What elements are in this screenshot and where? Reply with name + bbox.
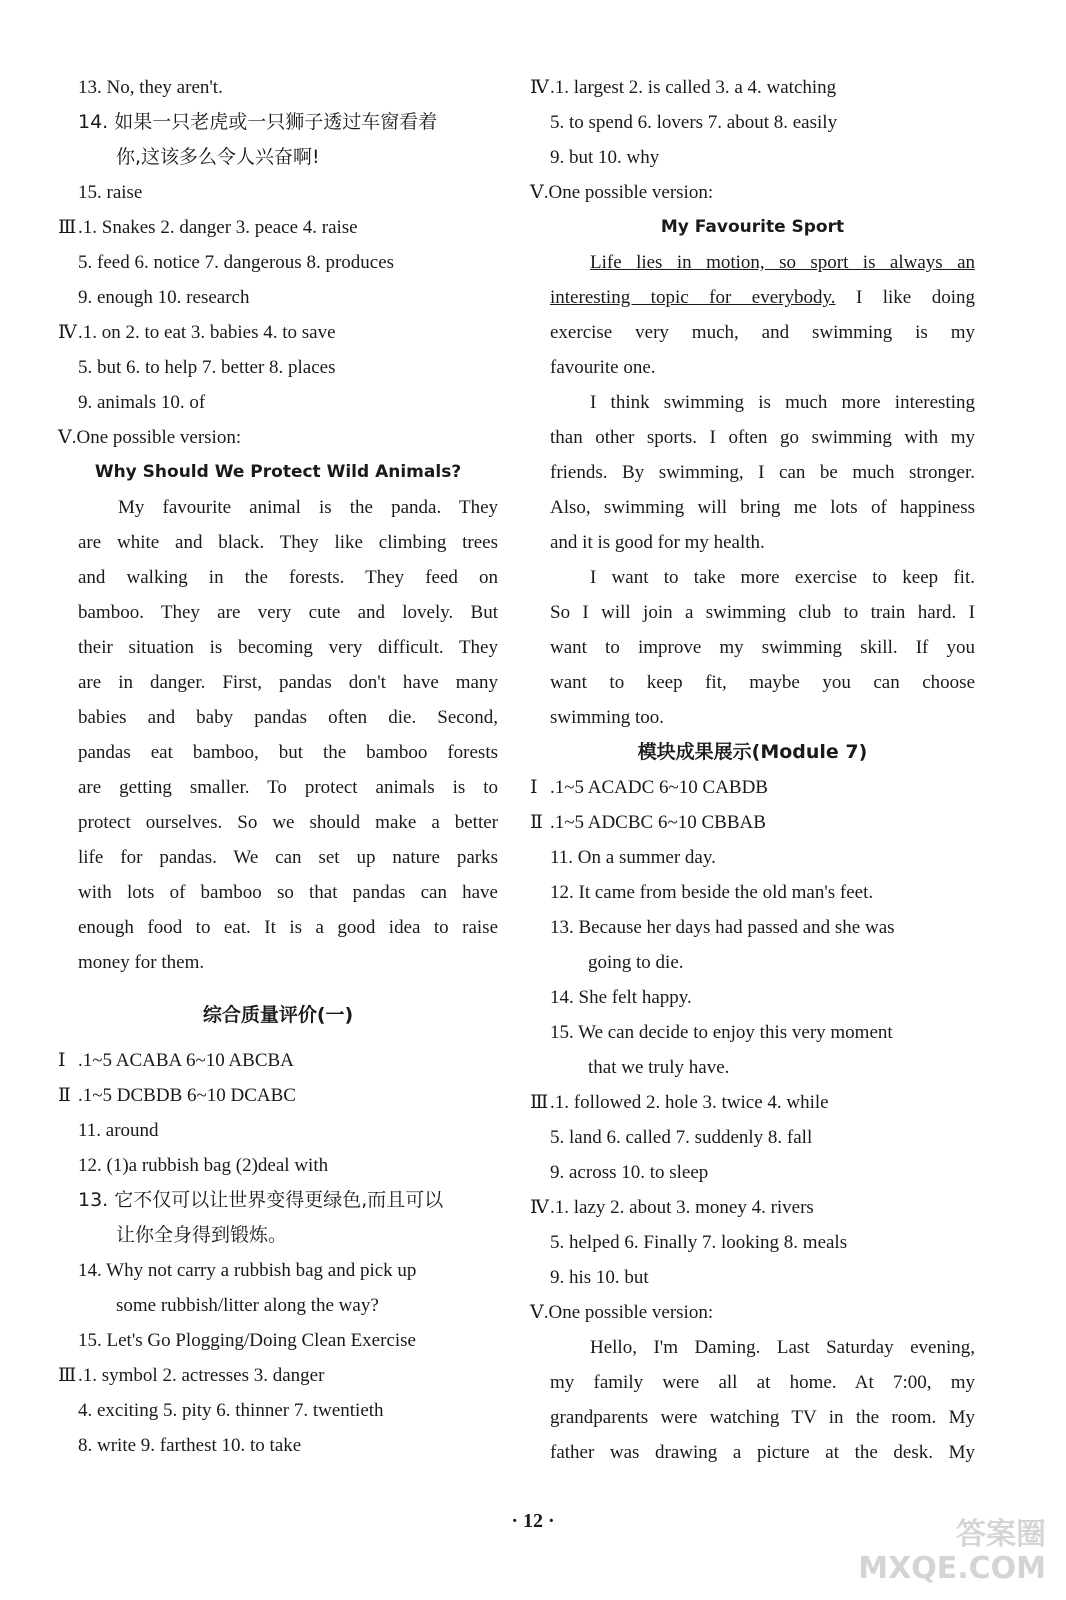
answer-15: 15. raise (78, 182, 143, 203)
section-3-row-3: 9. enough 10. research (78, 287, 250, 308)
section-3-row-1: Ⅲ.1. Snakes 2. danger 3. peace 4. raise (58, 210, 498, 245)
essay-line: my family were all at home. At 7:00, my (550, 1372, 975, 1393)
module-2-15-line1: 15. We can decide to enjoy this very moment (550, 1022, 893, 1043)
right-section-4-row-3: 9. but 10. why (550, 147, 660, 168)
essay-line: are getting smaller. To protect animals is to (78, 777, 498, 798)
page-number: · 12 · (511, 1510, 555, 1532)
roman-numeral: Ⅳ (530, 1197, 549, 1218)
essay-line: their situation is becoming very difficult. They (78, 637, 498, 658)
roman-numeral: Ⅳ (58, 322, 77, 343)
essay-line: I think swimming is much more interesting (590, 392, 975, 413)
essay-line: bamboo. They are very cute and lovely. But (78, 602, 498, 623)
module-2-14: 14. She felt happy. (550, 987, 692, 1008)
essay-line: exercise very much, and swimming is my (550, 322, 975, 343)
roman-numeral: Ⅱ (58, 1085, 71, 1106)
module-2: Ⅱ .1~5 ADCBC 6~10 CBBAB (530, 805, 975, 840)
roman-numeral: Ⅰ (530, 777, 538, 798)
roman-numeral: Ⅱ (530, 812, 543, 833)
quality-2-15: 15. Let's Go Plogging/Doing Clean Exercise (78, 1330, 416, 1351)
essay-line: than other sports. I often go swimming with my (550, 427, 975, 448)
right-section-5-label: Ⅴ.One possible version: (530, 182, 714, 203)
essay-line: pandas eat bamboo, but the bamboo forests (78, 742, 498, 763)
quality-2: Ⅱ .1~5 DCBDB 6~10 DCABC (58, 1078, 498, 1113)
right-section-4-row-1: Ⅳ.1. largest 2. is called 3. a 4. watching (530, 70, 975, 105)
watermark-cn: 答案圈 (956, 1517, 1046, 1552)
essay-line: interesting topic for everybody. I like doing (550, 287, 975, 308)
quality-2-12: 12. (1)a rubbish bag (2)deal with (78, 1155, 329, 1176)
right-section-4-row-2: 5. to spend 6. lovers 7. about 8. easily (550, 112, 838, 133)
quality-2-14-line1: 14. Why not carry a rubbish bag and pick up (78, 1260, 417, 1281)
roman-numeral: Ⅳ (530, 77, 549, 98)
roman-numeral: Ⅰ (58, 1050, 66, 1071)
answer-13: 13. No, they aren't. (78, 77, 223, 98)
module-1: Ⅰ .1~5 ACADC 6~10 CABDB (530, 770, 975, 805)
underlined-sentence: interesting topic for everybody. (550, 287, 836, 308)
section-title: 综合质量评价(一) (202, 1004, 354, 1026)
essay-line: Hello, I'm Daming. Last Saturday evening, (590, 1337, 975, 1358)
quality-2-13-line1: 13. 它不仅可以让世界变得更绿色,而且可以 (78, 1189, 444, 1211)
quality-3-row-3: 8. write 9. farthest 10. to take (78, 1435, 302, 1456)
section-4-row-2: 5. but 6. to help 7. better 8. places (78, 357, 336, 378)
module-2-11: 11. On a summer day. (550, 847, 716, 868)
module-section-title: 模块成果展示(Module 7) (637, 741, 868, 763)
essay-line: want to improve my swimming skill. If you (550, 637, 975, 658)
section-3-row-2: 5. feed 6. notice 7. dangerous 8. produces (78, 252, 395, 273)
essay-line: are in danger. First, pandas don't have many (78, 672, 498, 693)
essay-title: Why Should We Protect Wild Animals? (94, 462, 462, 482)
essay-line: want to keep fit, maybe you can choose (550, 672, 975, 693)
right-column (530, 70, 975, 1470)
watermark-en: MXQE.COM (858, 1551, 1046, 1586)
essay-body (530, 245, 975, 735)
section-5-label: Ⅴ.One possible version: (58, 427, 242, 448)
module-3-row-1: Ⅲ.1. followed 2. hole 3. twice 4. while (530, 1085, 975, 1120)
essay-line: So I will join a swimming club to train hard. I (550, 602, 975, 623)
essay-line: with lots of bamboo so that pandas can have (78, 882, 498, 903)
essay-line: babies and baby pandas often die. Second, (78, 707, 498, 728)
module-5-label: Ⅴ.One possible version: (530, 1302, 714, 1323)
essay-title: My Favourite Sport (660, 217, 845, 237)
roman-numeral: Ⅲ (58, 1365, 77, 1386)
quality-1: Ⅰ .1~5 ACABA 6~10 ABCBA (58, 1043, 498, 1078)
essay-line: swimming too. (550, 707, 665, 728)
essay-line: life for pandas. We can set up nature parks (78, 847, 498, 868)
essay-line: protect ourselves. So we should make a better (78, 812, 498, 833)
quality-3-row-2: 4. exciting 5. pity 6. thinner 7. twentieth (78, 1400, 384, 1421)
roman-numeral: Ⅲ (58, 217, 77, 238)
essay-line: are white and black. They like climbing trees (78, 532, 498, 553)
module-3-row-2: 5. land 6. called 7. suddenly 8. fall (550, 1127, 813, 1148)
essay-line: My favourite animal is the panda. They (118, 497, 498, 518)
watermark-logo (858, 1518, 1046, 1586)
essay-body (530, 1330, 975, 1470)
roman-numeral: Ⅲ (530, 1092, 549, 1113)
module-4-row-3: 9. his 10. but (550, 1267, 649, 1288)
underlined-sentence: Life lies in motion, so sport is always an (590, 252, 975, 273)
module-4-row-1: Ⅳ.1. lazy 2. about 3. money 4. rivers (530, 1190, 975, 1225)
essay-line: I want to take more exercise to keep fit. (590, 567, 975, 588)
module-4-row-2: 5. helped 6. Finally 7. looking 8. meals (550, 1232, 848, 1253)
essay-line: favourite one. (550, 357, 656, 378)
answer-14-line1: 14. 如果一只老虎或一只狮子透过车窗看着 (78, 111, 438, 133)
module-2-13-line2: going to die. (588, 952, 684, 973)
essay-line: and walking in the forests. They feed on (78, 567, 498, 588)
essay-line: father was drawing a picture at the desk. My (550, 1442, 975, 1463)
section-4-row-1: Ⅳ.1. on 2. to eat 3. babies 4. to save (58, 315, 498, 350)
module-3-row-3: 9. across 10. to sleep (550, 1162, 709, 1183)
left-column (58, 70, 498, 1463)
essay-line: grandparents were watching TV in the room. My (550, 1407, 975, 1428)
answer-14-line2: 你,这该多么令人兴奋啊! (116, 146, 320, 168)
quality-2-13-line2: 让你全身得到锻炼。 (116, 1224, 288, 1246)
essay-line: Also, swimming will bring me lots of happiness (550, 497, 975, 518)
module-2-13-line1: 13. Because her days had passed and she was (550, 917, 895, 938)
essay-line (530, 245, 975, 280)
essay-line: and it is good for my health. (550, 532, 765, 553)
essay-line: money for them. (78, 952, 205, 973)
essay-line: enough food to eat. It is a good idea to raise (78, 917, 498, 938)
essay-line: friends. By swimming, I can be much stronger. (550, 462, 975, 483)
essay-body (58, 490, 498, 980)
quality-2-14-line2: some rubbish/litter along the way? (116, 1295, 379, 1316)
module-2-15-line2: that we truly have. (588, 1057, 730, 1078)
module-2-12: 12. It came from beside the old man's feet. (550, 882, 874, 903)
quality-2-11: 11. around (78, 1120, 159, 1141)
section-4-row-3: 9. animals 10. of (78, 392, 206, 413)
quality-3-row-1: Ⅲ.1. symbol 2. actresses 3. danger (58, 1358, 498, 1393)
